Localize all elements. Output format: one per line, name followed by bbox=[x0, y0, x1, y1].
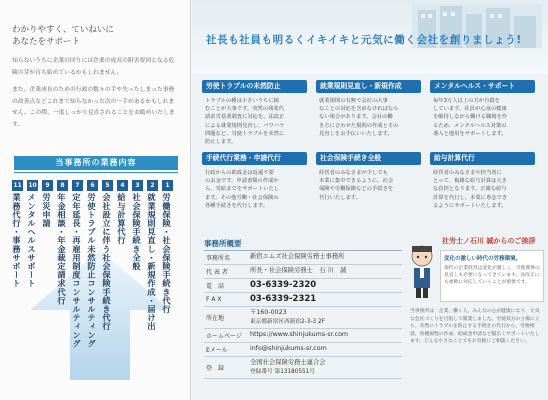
business-item-text: 年金相談・年金裁定請求代行 bbox=[57, 193, 67, 305]
business-item-number: 1 bbox=[162, 180, 173, 191]
card-body bbox=[202, 93, 307, 146]
card-body-line: 各種手続きを代行します。 bbox=[205, 202, 269, 209]
business-item-number: 11 bbox=[13, 182, 22, 189]
card-body-line: のお金です。申請書類の作成か bbox=[205, 178, 279, 185]
card-body-line: とって、複雑な給与計算は大き bbox=[433, 178, 507, 185]
card-body-line: 見直しをお手伝いいたします。 bbox=[319, 130, 393, 137]
title-line: あなたをサポート bbox=[12, 37, 81, 47]
greeting-box bbox=[440, 250, 544, 302]
card-title: 給与計算代行 bbox=[430, 152, 535, 165]
business-item bbox=[162, 180, 173, 313]
title-line: わかりやすく、ていねいに bbox=[12, 25, 114, 35]
registration-body: 全国社会保険労務士連合会 bbox=[250, 359, 326, 366]
business-item-text: メンタルヘルスサポート bbox=[27, 193, 37, 288]
business-item-number: 9 bbox=[42, 180, 53, 191]
card-body-line: き方に合わせた規則の作成とその bbox=[319, 122, 399, 129]
card-body-line: を維持しながら働ける職場を作 bbox=[433, 114, 508, 121]
business-item-number: 3 bbox=[132, 180, 143, 191]
greeting-title: 社労士ノ石川 誠からのご挨拶 bbox=[442, 237, 536, 245]
business-item-number: 10 bbox=[28, 182, 37, 189]
email-link[interactable]: info@shinjukums-sr.com bbox=[250, 345, 327, 353]
card-body-line: 請求労基署調査に対応を。法改正 bbox=[205, 114, 285, 121]
service-card bbox=[202, 80, 307, 146]
intro-paragraph: 知らないうちに企業の回りには企業の成長の阻害要因となる危険の芽が育ち始めているかもしれません。 bbox=[12, 58, 175, 76]
card-body-line: なことの対応を含めなければなら bbox=[319, 106, 399, 113]
intro-paragraph: また、企業成長のための行政の数々の手や失ったしまった事務の改善点などこれまで知らなかった次の一手があるかもしれません。この際、一度しっかり見直されることをお勧めいたします。 bbox=[12, 87, 175, 128]
phone-number[interactable]: 03-6339-2320 bbox=[250, 280, 317, 291]
service-card bbox=[316, 80, 421, 138]
business-item-number: 2 bbox=[147, 180, 158, 191]
business-item-text: 労働保険・社会保険手続き代行 bbox=[162, 193, 172, 314]
business-item-text: 労災申請 bbox=[42, 193, 52, 228]
office-row bbox=[204, 251, 402, 265]
postal-code: 〒160-0023 bbox=[250, 309, 287, 316]
business-item-number: 6 bbox=[87, 180, 98, 191]
card-title: 社会保険手続き全般 bbox=[316, 152, 421, 165]
office-address bbox=[250, 307, 402, 328]
business-item-text: 就業規則見直し・新規作成・届け出 bbox=[147, 193, 157, 331]
business-item bbox=[102, 180, 113, 331]
card-body-line: 計算を代行し、本業に専念でき bbox=[433, 194, 508, 201]
office-label: 登 録 bbox=[206, 365, 225, 372]
card-body-line: 問題など、労使トラブルを未然に bbox=[205, 130, 285, 137]
card-body-line: ます。その他労働・社会保険の bbox=[205, 194, 279, 201]
card-body-line: 代行いたします。 bbox=[319, 194, 361, 201]
business-item-number: 7 bbox=[72, 180, 83, 191]
business-item-text: 給与計算代行 bbox=[117, 193, 127, 245]
greeting-box-title: 変化の激しい時代の労務環境。 bbox=[444, 256, 522, 262]
card-body bbox=[316, 165, 421, 202]
card-body-line: による就業規則見直し、パワハラ bbox=[205, 122, 285, 129]
card-body-line: しています。社員が心身の健康 bbox=[433, 106, 507, 113]
office-row bbox=[204, 329, 402, 343]
left-panel bbox=[0, 0, 191, 400]
office-heading: 事務所概要 bbox=[204, 239, 242, 248]
greeting-section bbox=[406, 234, 542, 394]
card-body-line: トラブルの種は小さいうちに摘 bbox=[205, 98, 279, 104]
card-body-line: な負担となります。正確な給与 bbox=[433, 186, 507, 193]
card-body-line: るため、メンタルヘルス対策の bbox=[433, 122, 507, 129]
card-body-line: るようにサポートいたします。 bbox=[433, 202, 507, 209]
card-body-line: 経営者のみなさまや担当者に bbox=[433, 170, 502, 176]
mascot-illustration bbox=[406, 244, 438, 300]
business-item-text: 社会保険手続き全般 bbox=[132, 193, 142, 271]
business-item-text: 業務代行・事務サポート bbox=[12, 193, 22, 288]
business-item bbox=[42, 180, 53, 227]
card-body-line: ない場合があります。会社の働 bbox=[319, 114, 393, 121]
card-body-line: 毎年3万人以上の方が自殺を bbox=[433, 98, 500, 104]
service-card bbox=[202, 152, 307, 210]
office-row bbox=[204, 357, 402, 379]
heading-divider bbox=[14, 172, 178, 173]
card-body bbox=[430, 93, 535, 138]
card-body bbox=[202, 165, 307, 210]
office-label: 事務所名 bbox=[206, 255, 231, 262]
address-line: 東京都新宿区西新宿2-3-3 2F bbox=[250, 318, 325, 325]
left-title bbox=[12, 24, 114, 48]
main-headline: 社長も社員も明るくイキイキと元気に働く会社を創りましょう! bbox=[206, 34, 522, 46]
service-card bbox=[430, 80, 535, 138]
card-title: 就業規則見直し・新規作成 bbox=[316, 80, 421, 93]
business-item-text: 定年延長・再雇用制度コンサルティング bbox=[72, 193, 82, 348]
office-row bbox=[204, 265, 402, 279]
business-item bbox=[57, 180, 68, 305]
fax-number: 03-6339-2321 bbox=[250, 294, 317, 305]
office-row bbox=[204, 343, 402, 357]
service-card bbox=[316, 152, 421, 202]
business-list bbox=[12, 180, 182, 390]
card-body bbox=[316, 93, 421, 138]
greeting-box-body: 現代の企業経営は変化が激しく、労使関係の見直しも必要になってきています。法改正にも柔軟に対応していくことが重要です。 bbox=[444, 266, 540, 285]
business-item-text: 会社設立に伴う社会保険手続き代行 bbox=[102, 193, 112, 331]
card-body-line: 導入と運用をサポートします。 bbox=[433, 130, 507, 137]
office-label: Eメール bbox=[206, 347, 228, 354]
business-item-text: 労使トラブル未然防止コンサルティング bbox=[87, 193, 97, 348]
card-title: メンタルヘルス・サポート bbox=[430, 80, 535, 93]
card-body-line: 就業規則の有無で会社の大事 bbox=[319, 98, 388, 104]
website-link[interactable]: https://www.shinjukums-sr.com bbox=[250, 331, 349, 339]
service-card bbox=[430, 152, 535, 210]
office-label: ホームページ bbox=[206, 333, 242, 340]
business-item bbox=[12, 180, 23, 288]
card-body-line: 行政からの助成金は返還不要 bbox=[205, 170, 274, 176]
office-row bbox=[204, 307, 402, 329]
business-heading: 当事務所の業務内容 bbox=[14, 156, 178, 170]
card-title: 労使トラブルの未然防止 bbox=[202, 80, 307, 93]
header-banner bbox=[192, 0, 548, 74]
card-body-line: 保険や労働保険などの手続きを bbox=[319, 186, 394, 193]
business-item bbox=[27, 180, 38, 288]
registration-number: 登録番号 第13180551号 bbox=[250, 368, 315, 375]
business-item bbox=[147, 180, 158, 331]
card-body-line: ら、受給までをサポートいたし bbox=[205, 186, 280, 193]
office-row bbox=[204, 279, 402, 293]
registration bbox=[250, 357, 402, 378]
right-panel bbox=[192, 0, 548, 400]
card-title: 手続代行業務・申請代行 bbox=[202, 152, 307, 165]
business-item bbox=[72, 180, 83, 348]
office-row bbox=[204, 293, 402, 307]
intro-text bbox=[12, 56, 180, 137]
office-value: 新宿エムズ社会保険労務士事務所 bbox=[250, 253, 345, 261]
card-body bbox=[430, 165, 535, 210]
office-label: 電 話 bbox=[206, 283, 225, 290]
card-body-line: 防止します。 bbox=[205, 139, 237, 146]
business-item-number: 8 bbox=[57, 180, 68, 191]
office-table bbox=[204, 250, 402, 379]
office-label: 代 表 者 bbox=[206, 269, 228, 276]
office-label: F A X bbox=[206, 296, 222, 303]
card-body-line: むことが大事です。突然の残業代 bbox=[205, 106, 285, 113]
business-item-number: 4 bbox=[117, 180, 128, 191]
business-item bbox=[132, 180, 143, 270]
office-value: 所長・社会保険労務士 石 川 誠 bbox=[250, 267, 347, 275]
office-label: 所在地 bbox=[206, 315, 225, 322]
business-item-number: 5 bbox=[102, 180, 113, 191]
card-body-line: 本業に集中できるように、社会 bbox=[319, 178, 394, 185]
card-body-line: 経営者のみなさまが少しでも bbox=[319, 170, 388, 176]
greeting-text: 当事務所は、企業、働く人、みんなの心が健康になり、元気な会社づくりを目指して開業しました。労使双方の立場に立ち、未然にトラブルを防止する手続きの代行から、労務相談、各種規程の作成、助成金申請など幅広くサポートいたします。どんな小さなことでもお気軽にご相談ください。 bbox=[410, 309, 540, 345]
business-item bbox=[117, 180, 128, 245]
business-item bbox=[87, 180, 98, 348]
